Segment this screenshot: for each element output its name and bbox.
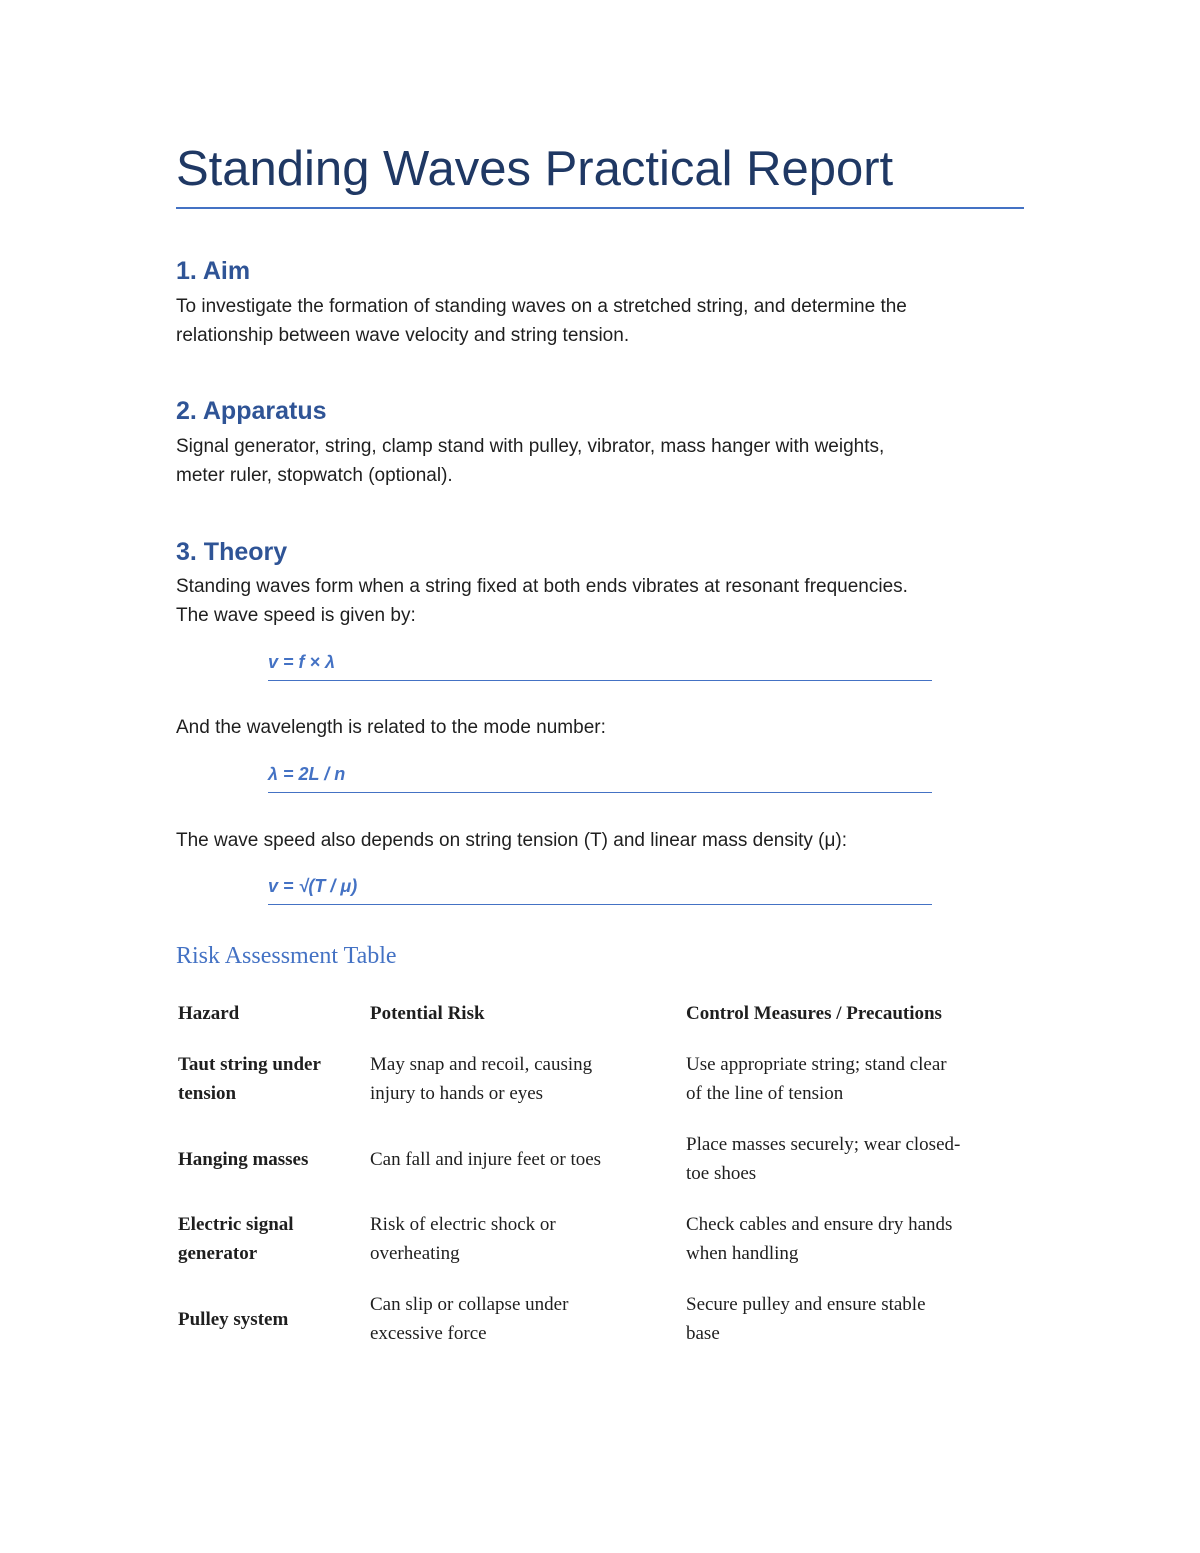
title-underline [176, 207, 1024, 209]
apparatus-paragraph [176, 432, 1024, 490]
theory-line-1: Standing waves form when a string fixed at both ends vibrates at resonant frequencies. [176, 576, 908, 597]
cell-line: Risk of electric shock or [370, 1214, 556, 1235]
cell-line: excessive force [370, 1323, 487, 1344]
cell-line: when handling [686, 1243, 799, 1264]
theory-wavelength-text [176, 713, 1024, 742]
control-cell [684, 1199, 1034, 1279]
cell-line: overheating [370, 1243, 460, 1264]
apparatus-line-2: meter ruler, stopwatch (optional). [176, 465, 453, 486]
wavelength-text-line: And the wavelength is related to the mode number: [176, 717, 606, 738]
cell-line: toe shoes [686, 1163, 757, 1184]
risk-cell [368, 1279, 684, 1359]
aim-line-1: To investigate the formation of standing waves on a stretched string, and determine the [176, 296, 907, 317]
cell-line: Use appropriate string; stand clear [686, 1054, 947, 1075]
table-row [176, 1199, 1034, 1279]
risk-table-heading: Risk Assessment Table [176, 943, 397, 969]
cell-line: Can fall and injure feet or toes [370, 1148, 602, 1170]
theory-tension-text [176, 826, 1024, 855]
cell-line: Electric signal [178, 1214, 294, 1235]
equation-tension: v = √(T / μ) [268, 876, 932, 905]
risk-cell [368, 1039, 684, 1119]
control-cell [684, 1039, 1034, 1119]
risk-cell [368, 1119, 684, 1199]
cell-line: May snap and recoil, causing [370, 1054, 593, 1075]
aim-line-2: relationship between wave velocity and string tension. [176, 325, 630, 346]
cell-line: Can slip or collapse under [370, 1294, 569, 1315]
hazard-cell [176, 1119, 368, 1199]
table-row [176, 1119, 1034, 1199]
hazard-cell [176, 1279, 368, 1359]
cell-line: Place masses securely; wear closed- [686, 1134, 961, 1155]
risk-assessment-table [176, 995, 1034, 1359]
theory-heading: 3. Theory [176, 538, 288, 566]
cell-line: Check cables and ensure dry hands [686, 1214, 953, 1235]
cell-line: generator [178, 1243, 258, 1264]
apparatus-line-1: Signal generator, string, clamp stand with pulley, vibrator, mass hanger with weights, [176, 436, 885, 457]
cell-line: Taut string under [178, 1054, 321, 1075]
equation-wavelength: λ = 2L / n [268, 764, 932, 793]
column-header-risk: Potential Risk [370, 1002, 485, 1024]
theory-line-2: The wave speed is given by: [176, 605, 416, 626]
cell-line: Secure pulley and ensure stable [686, 1294, 926, 1315]
risk-cell [368, 1199, 684, 1279]
table-header-row [176, 995, 1034, 1039]
cell-line: Hanging masses [178, 1148, 309, 1170]
column-header-hazard: Hazard [178, 1002, 240, 1024]
hazard-cell [176, 1039, 368, 1119]
aim-heading: 1. Aim [176, 257, 251, 285]
control-cell [684, 1119, 1034, 1199]
cell-line: injury to hands or eyes [370, 1083, 544, 1104]
document-title: Standing Waves Practical Report [176, 142, 894, 196]
column-header-control: Control Measures / Precautions [686, 1002, 942, 1024]
hazard-cell [176, 1199, 368, 1279]
table-row [176, 1039, 1034, 1119]
tension-text-line: The wave speed also depends on string tension (T) and linear mass density (μ): [176, 830, 848, 851]
cell-line: of the line of tension [686, 1083, 844, 1104]
aim-paragraph [176, 292, 1024, 350]
theory-intro [176, 572, 1024, 630]
equation-wave-speed: v = f × λ [268, 652, 932, 681]
cell-line: base [686, 1323, 720, 1344]
control-cell [684, 1279, 1034, 1359]
cell-line: Pulley system [178, 1308, 289, 1330]
apparatus-heading: 2. Apparatus [176, 397, 327, 425]
table-row [176, 1279, 1034, 1359]
cell-line: tension [178, 1083, 237, 1104]
